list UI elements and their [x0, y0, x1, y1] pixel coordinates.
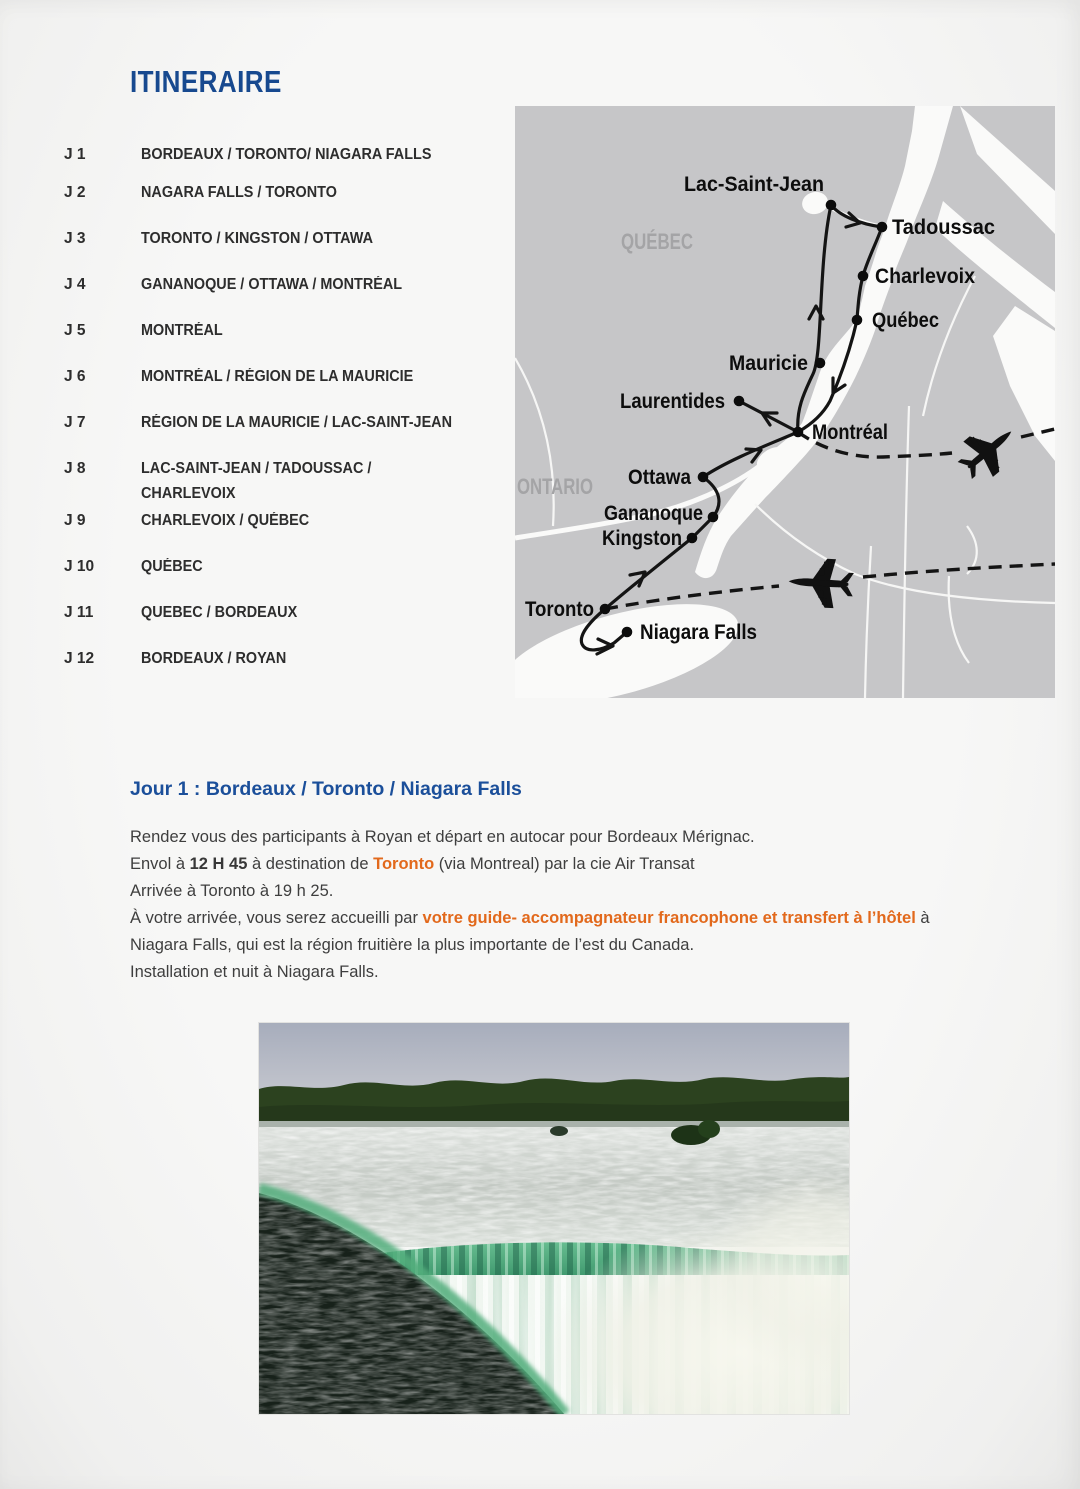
city-label: Tadoussac — [892, 216, 996, 239]
day-route: BORDEAUX / ROYAN — [141, 650, 287, 667]
text-line: Niagara Falls, qui est la région fruitière la plus importante de l’est du Canada. — [130, 936, 695, 954]
city-label: Ottawa — [628, 466, 692, 489]
day-number: J 9 — [64, 512, 86, 529]
itinerary-row — [64, 142, 534, 167]
text-line: Envol à 12 H 45 à destination de Toronto (via Montreal) par la cie Air Transat — [130, 855, 695, 873]
city-dot — [687, 533, 698, 544]
itinerary-row — [64, 226, 534, 251]
city-dot — [734, 396, 745, 407]
day-route: QUÉBEC — [141, 558, 203, 575]
itinerary-day-list — [64, 142, 534, 692]
destination-highlight: Toronto — [373, 855, 435, 873]
map-city-tadoussac — [877, 216, 996, 239]
map-city-gananoque — [604, 502, 718, 525]
city-label: Kingston — [602, 527, 682, 550]
itinerary-row — [64, 600, 534, 625]
day-number: J 10 — [64, 558, 95, 575]
day-number: J 8 — [64, 460, 86, 477]
itinerary-row — [64, 180, 534, 205]
day-route: RÉGION DE LA MAURICIE / LAC-SAINT-JEAN — [141, 414, 453, 431]
day-route: GANANOQUE / OTTAWA / MONTRÉAL — [141, 276, 403, 293]
city-label: Montréal — [812, 421, 888, 444]
day-number: J 6 — [64, 368, 86, 385]
day-number: J 1 — [64, 146, 86, 163]
day-route: LAC-SAINT-JEAN / TADOUSSAC / CHARLEVOIX — [141, 460, 372, 502]
itinerary-row — [64, 456, 534, 506]
city-label: Lac-Saint-Jean — [684, 173, 824, 196]
day-number: J 12 — [64, 650, 95, 667]
city-label: Charlevoix — [875, 265, 976, 288]
city-dot — [622, 627, 633, 638]
day-route: MONTRÉAL — [141, 322, 223, 339]
city-label: Laurentides — [620, 390, 725, 413]
day-route: QUEBEC / BORDEAUX — [141, 604, 298, 621]
city-label: Québec — [872, 309, 940, 332]
map-city-niagara-falls — [622, 621, 757, 644]
city-dot — [877, 222, 888, 233]
city-dot — [852, 315, 863, 326]
day-route: BORDEAUX / TORONTO/ NIAGARA FALLS — [141, 146, 432, 163]
day-route: TORONTO / KINGSTON / OTTAWA — [141, 230, 373, 247]
city-label: Mauricie — [729, 352, 808, 375]
departure-time: 12 H 45 — [189, 855, 248, 873]
city-dot — [708, 512, 719, 523]
day1-section — [130, 776, 1025, 986]
day-number: J 2 — [64, 184, 86, 201]
itinerary-row — [64, 554, 534, 579]
day-route: NAGARA FALLS / TORONTO — [141, 184, 337, 201]
photo-island-trees — [698, 1120, 720, 1138]
tour-route-map — [515, 106, 1055, 698]
day-number: J 5 — [64, 322, 86, 339]
photo-island-trees — [550, 1126, 568, 1136]
page-title: ITINERAIRE — [130, 64, 282, 99]
day-route: CHARLEVOIX / QUÉBEC — [141, 512, 310, 529]
day-number: J 7 — [64, 414, 86, 431]
itinerary-row — [64, 318, 534, 343]
itinerary-row — [64, 272, 534, 297]
map-city-charlevoix — [858, 265, 976, 288]
day1-heading: Jour 1 : Bordeaux / Toronto / Niagara Falls — [130, 778, 522, 800]
city-dot — [600, 604, 611, 615]
city-dot — [858, 271, 869, 282]
map-region-label: ONTARIO — [517, 474, 593, 499]
day-route: MONTRÉAL / RÉGION DE LA MAURICIE — [141, 368, 414, 385]
city-dot — [698, 472, 709, 483]
city-label: Niagara Falls — [640, 621, 757, 644]
itinerary-row — [64, 646, 534, 671]
guide-highlight: votre guide- accompagnateur francophone et transfert à l’hôtel — [422, 909, 916, 927]
day-number: J 3 — [64, 230, 86, 247]
city-label: Gananoque — [604, 502, 703, 525]
text-line: Installation et nuit à Niagara Falls. — [130, 963, 379, 981]
day-number: J 4 — [64, 276, 86, 293]
text-line: À votre arrivée, vous serez accueilli par votre guide- accompagnateur francophone et transfert à l’hôtel à — [130, 909, 930, 927]
niagara-falls-photo — [258, 1022, 850, 1415]
itinerary-row — [64, 364, 534, 389]
city-dot — [815, 358, 826, 369]
itinerary-row — [64, 410, 534, 435]
day1-paragraph-1 — [130, 824, 1025, 905]
text-line: Rendez vous des participants à Royan et départ en autocar pour Bordeaux Mérignac. — [130, 828, 755, 846]
city-label: Toronto — [525, 598, 594, 621]
city-dot — [826, 200, 837, 211]
day1-paragraph-2 — [130, 905, 1025, 986]
map-region-label: QUÉBEC — [621, 229, 694, 254]
map-svg — [515, 106, 1055, 698]
text-line: Arrivée à Toronto à 19 h 25. — [130, 882, 334, 900]
itinerary-row — [64, 508, 534, 533]
photo-svg — [259, 1023, 849, 1414]
city-dot — [793, 427, 804, 438]
day-number: J 11 — [64, 604, 94, 621]
